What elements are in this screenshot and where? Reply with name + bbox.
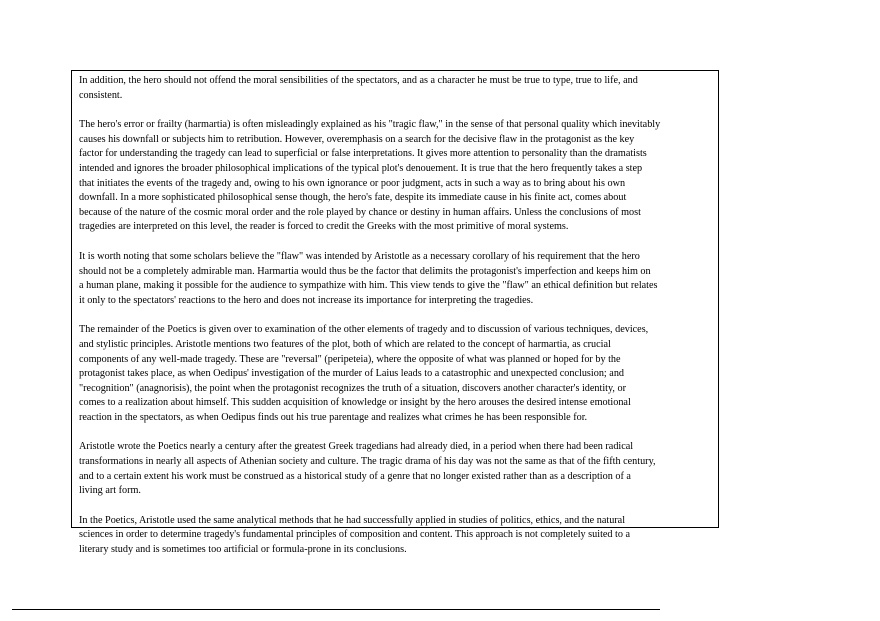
paragraph-historical-context: Aristotle wrote the Poetics nearly a century after the greatest Greek tragedians had already died, in a period when there had been radical transformations in nearly all aspects of Athenian society and culture. The tragic drama of his day was not the same as that of the fifth century, and to a certain extent his work must be construed as a historical study of a genre that no longer existed rather than as a description of a living art form. [79,441,656,497]
footer-rule [12,609,660,610]
text-frame [71,70,719,556]
paragraph-flaw-scholars: It is worth noting that some scholars believe the "flaw" was intended by Aristotle as a necessary corollary of his requirement that the hero should not be a completely admirable man. Harmartia would thus be the factor that delimits the protagonist's imperfection and keeps him on a human plane, making it possible for the audience to sympathize with him. This view tends to give the "flaw" an ethical definition but relates it only to the spectators' reactions to the hero and does not increase its importance for interpreting the tragedies. [79,250,658,306]
paragraph-reversal-recognition: The remainder of the Poetics is given over to examination of the other elements of tragedy and to discussion of various techniques, devices, and stylistic principles. Aristotle mentions two features of the plot, both of which are related to the concept of harmartia, as crucial components of any well-made tragedy. These are "reversal" (peripeteia), where the opposite of what was planned or hoped for by the protagonist takes place, as when Oedipus' investigation of the murder of Laius leads to a catastrophic and unexpected conclusion; and "recognition" (anagnorisis), the point when the protagonist recognizes the truth of a situation, discovers another character's identity, or comes to a realization about himself. This sudden acquisition of knowledge or insight by the hero arouses the desired intense emotional reaction in the spectators, as when Oedipus finds out his true parentage and realizes what crimes he has been responsible for. [79,324,649,423]
paragraph-harmartia-error: The hero's error or frailty (harmartia) is often misleadingly explained as his "tragic flaw," in the sense of that personal quality which inevitably causes his downfall or subjects him to retribution. However, overemphasis on a search for the decisive flaw in the protagonist as the key factor for understanding the tragedy can lead to superficial or false interpretations. It gives more attention to personality than the dramatists intended and ignores the broader philosophical implications of the typical plot's denouement. It is true that the hero frequently takes a step that initiates the events of the tragedy and, owing to his own ignorance or poor judgment, acts in such a way as to bring about his own downfall. In a more sophisticated philosophical sense though, the hero's fate, despite its immediate cause in his finite act, comes about because of the nature of the cosmic moral order and the role played by chance or destiny in human affairs. Unless the conclusions of most tragedies are interpreted on this level, the reader is forced to credit the Greeks with the most primitive of moral systems. [79,119,661,233]
paragraph-analytical-methods: In the Poetics, Aristotle used the same analytical methods that he had successfully applied in studies of politics, ethics, and the natural sciences in order to determine tragedy's fundamental principles of composition and content. This approach is not completely suited to a literary study and is sometimes too artificial or formula-prone in its conclusions. [79,514,631,556]
paragraph-hero-sensibilities: In addition, the hero should not offend the moral sensibilities of the spectators, and as a character he must be true to type, true to life, and consistent. [79,75,638,101]
